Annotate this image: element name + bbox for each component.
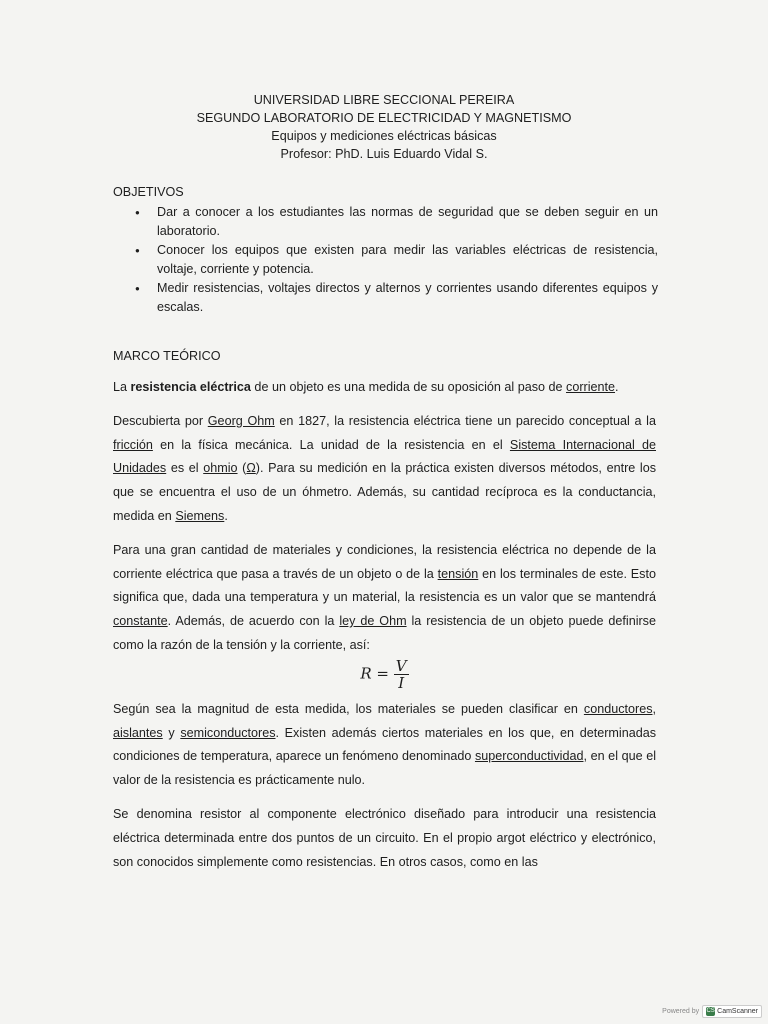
link-friccion[interactable]: fricción [113, 437, 153, 452]
ohm-formula [113, 658, 656, 698]
paragraph-5: Se denomina resistor al componente electrónico diseñado para introducir una resistencia eléctrica determinada entre dos puntos de un circuito. En el propio argot eléctrico y electrónico, son conocidos simplemente como resistencias. En otros casos, como en las [113, 806, 656, 869]
text-run: . [224, 508, 228, 523]
paragraph-3 [113, 539, 656, 658]
link-conductores[interactable]: conductores [583, 701, 653, 716]
link-sistema-internacional[interactable]: Sistema Internacional de Unidades [113, 437, 656, 476]
text-run: es el [166, 461, 204, 476]
lab-subtitle: Equipos y mediciones eléctricas básicas [271, 129, 497, 143]
objective-item: ● Medir resistencias, voltajes directos y alternos y corrientes usando diferentes equipos y escalas. [113, 279, 658, 317]
professor-name: Profesor: PhD. Luis Eduardo Vidal S. [280, 147, 488, 161]
text-run: La [113, 380, 131, 394]
link-siemens[interactable]: Siemens [175, 508, 225, 523]
camscanner-brand: CamScanner [717, 1008, 758, 1015]
objectives-list [113, 203, 658, 317]
camscanner-logo [702, 1005, 762, 1018]
link-ley-de-ohm[interactable]: ley de Ohm [339, 614, 407, 629]
document-header [0, 91, 768, 163]
text-run: en 1827, la resistencia eléctrica tiene un parecido conceptual a la [274, 413, 656, 428]
objectives-section [113, 183, 658, 317]
text-run: la resistencia de un objeto puede definirse como la razón de la tensión y la corriente, así: [113, 614, 656, 652]
text-run: , [652, 701, 656, 716]
formula-fraction [394, 658, 409, 691]
objectives-heading: OBJETIVOS [113, 185, 184, 199]
link-georg-ohm[interactable]: Georg Ohm [207, 413, 275, 428]
paragraph-2 [113, 410, 656, 529]
link-semiconductores[interactable]: semiconductores [180, 725, 276, 740]
text-run: . Existen además ciertos materiales en los que, en determinadas condiciones de temperatura, aparece un fenómeno denominado [113, 725, 657, 764]
text-run: en los terminales de este. Esto significa que, dada una temperatura y un material, la resistencia es un valor que se mantendrá [113, 566, 656, 605]
link-tension[interactable]: tensión [437, 566, 479, 581]
formula-lhs: R = [360, 664, 389, 683]
theory-body [113, 376, 656, 884]
link-aislantes[interactable]: aislantes [113, 725, 163, 740]
formula-numerator: V [395, 656, 407, 675]
text-run: , en el que el valor de la resistencia es prácticamente nulo. [113, 749, 656, 788]
text-run: en la física mecánica. La unidad de la resistencia en el [152, 437, 510, 452]
university-name: UNIVERSIDAD LIBRE SECCIONAL PEREIRA [253, 93, 515, 107]
text-run: Para una gran cantidad de materiales y condiciones, la resistencia eléctrica no depende de la corriente eléctrica que pasa a través de un objeto o de la [113, 542, 656, 581]
text-run: y [162, 725, 181, 740]
lab-title: SEGUNDO LABORATORIO DE ELECTRICIDAD Y MAGNETISMO [196, 111, 572, 125]
bold-term: resistencia eléctrica [130, 380, 251, 394]
text-run: Según sea la magnitud de esta medida, los materiales se pueden clasificar en [113, 701, 584, 716]
paragraph-1 [113, 376, 656, 400]
text-run: Descubierta por [113, 413, 208, 428]
text-run: de un objeto es una medida de su oposición al paso de [250, 380, 567, 394]
text-run: . Además, de acuerdo con la [167, 614, 340, 629]
link-omega[interactable]: Ω [246, 461, 256, 476]
formula-denominator: I [398, 673, 405, 692]
camscanner-badge [662, 1005, 762, 1018]
text-run: ). Para su medición en la práctica existen diversos métodos, entre los que se encuentra el uso de un óhmetro. Además, su cantidad recíproca es la conductancia, medida en [113, 461, 656, 523]
objective-item: ● Conocer los equipos que existen para medir las variables eléctricas de resistencia, voltaje, corriente y potencia. [113, 241, 658, 279]
text-run: ( [237, 461, 247, 476]
link-ohmio[interactable]: ohmio [203, 461, 238, 476]
link-constante[interactable]: constante [113, 614, 168, 629]
text-run: . [615, 380, 619, 394]
camscanner-icon: CS [706, 1008, 715, 1014]
paragraph-4 [113, 698, 656, 793]
powered-by-label: Powered by [662, 1008, 700, 1015]
link-superconductividad[interactable]: superconductividad [474, 749, 584, 764]
theory-heading: MARCO TEÓRICO [113, 349, 221, 363]
objective-item: ● Dar a conocer a los estudiantes las normas de seguridad que se deben seguir en un laboratorio. [113, 203, 658, 241]
link-corriente[interactable]: corriente [566, 380, 616, 394]
